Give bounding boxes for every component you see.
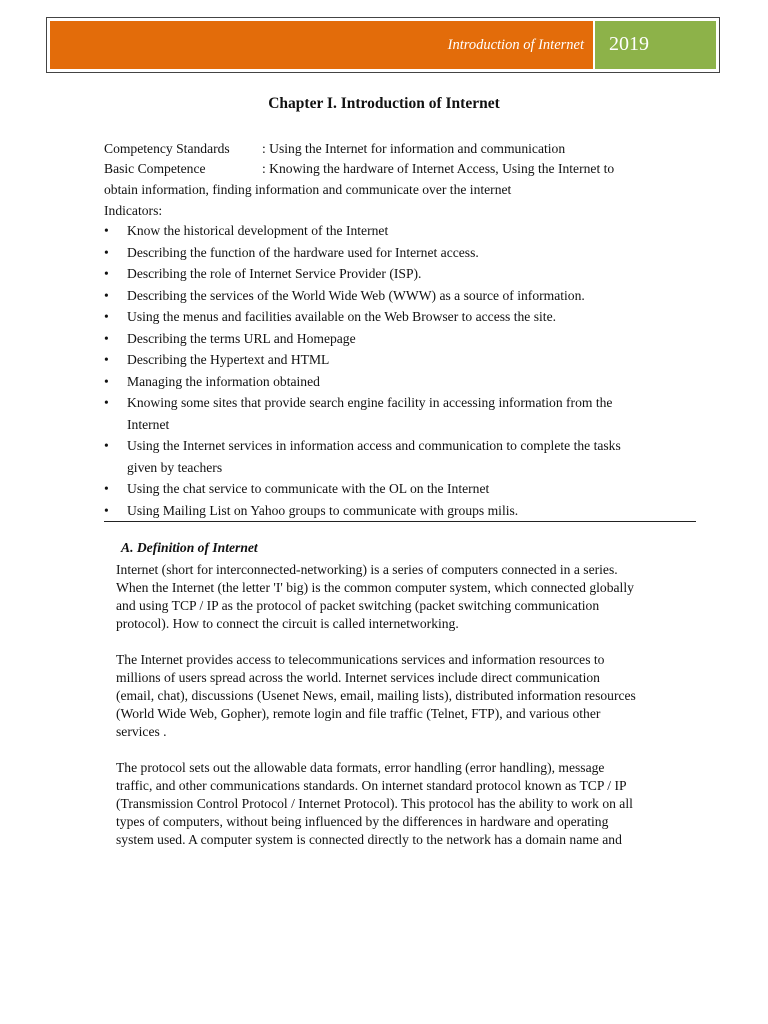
basic-competence-label: Basic Competence bbox=[104, 161, 206, 176]
paragraph-line: Internet (short for interconnected-networking) is a series of computers connected in a series. bbox=[116, 562, 618, 577]
header-year: 2019 bbox=[609, 33, 649, 55]
header-title-band bbox=[50, 21, 593, 69]
paragraph-line: When the Internet (the letter 'I' big) is the common computer system, which connected globally bbox=[116, 580, 634, 595]
bullet-icon: • bbox=[104, 223, 109, 238]
indicator-item bbox=[104, 500, 684, 522]
indicator-item bbox=[104, 328, 684, 350]
indicator-text: Describing the services of the World Wide Web (WWW) as a source of information. bbox=[127, 287, 585, 303]
indicator-text: Describing the role of Internet Service Provider (ISP). bbox=[127, 266, 422, 281]
basic-competence-continuation: obtain information, finding information and communicate over the internet bbox=[104, 182, 512, 197]
indicator-text: Describing the terms URL and Homepage bbox=[127, 330, 356, 346]
bullet-icon: • bbox=[104, 330, 109, 346]
paragraph-line: protocol). How to connect the circuit is called internetworking. bbox=[116, 616, 459, 631]
bullet-icon: • bbox=[104, 309, 109, 324]
paragraph-line: (Transmission Control Protocol / Internet Protocol). This protocol has the ability to work on all bbox=[116, 796, 633, 811]
indicator-text: Know the historical development of the Internet bbox=[127, 223, 389, 238]
bullet-icon: • bbox=[104, 395, 109, 410]
indicator-text: Using the Internet services in information access and communication to complete the tasks bbox=[127, 438, 621, 453]
paragraph-line: services . bbox=[116, 724, 167, 739]
section-divider bbox=[104, 521, 696, 522]
competency-value: : Using the Internet for information and communication bbox=[262, 141, 566, 156]
indicator-text: Describing the Hypertext and HTML bbox=[127, 352, 330, 367]
chapter-title: Chapter I. Introduction of Internet bbox=[268, 95, 500, 112]
indicator-item bbox=[104, 435, 684, 478]
paragraph-line: traffic, and other communications standards. On internet standard protocol known as TCP / IP bbox=[116, 778, 627, 793]
bullet-icon: • bbox=[104, 502, 109, 518]
competency-label: Competency Standards bbox=[104, 141, 230, 156]
paragraph-line: types of computers, without being influenced by the differences in hardware and operating bbox=[116, 814, 609, 829]
indicator-item bbox=[104, 220, 684, 242]
indicator-item bbox=[104, 349, 684, 371]
paragraph-line: The protocol sets out the allowable data formats, error handling (error handling), message bbox=[116, 760, 605, 775]
indicator-text: Internet bbox=[127, 416, 170, 432]
bullet-icon: • bbox=[104, 266, 109, 281]
indicator-text: Using the menus and facilities available on the Web Browser to access the site. bbox=[127, 309, 556, 324]
paragraph-line: (email, chat), discussions (Usenet News, email, mailing lists), distributed information resources bbox=[116, 688, 636, 703]
indicator-text: Describing the function of the hardware used for Internet access. bbox=[127, 244, 479, 260]
bullet-icon: • bbox=[104, 373, 109, 389]
section-body bbox=[116, 561, 696, 867]
paragraph-line: and using TCP / IP as the protocol of packet switching (packet switching communication bbox=[116, 598, 600, 613]
body-paragraph bbox=[116, 561, 696, 633]
paragraph-line: millions of users spread across the world. Internet services include direct communication bbox=[116, 670, 600, 685]
body-paragraph bbox=[116, 651, 696, 741]
indicator-text: Using the chat service to communicate with the OL on the Internet bbox=[127, 481, 490, 496]
indicator-text: Knowing some sites that provide search engine facility in accessing information from the bbox=[127, 395, 613, 410]
indicator-item bbox=[104, 285, 684, 307]
indicator-item bbox=[104, 306, 684, 328]
basic-competence-value: : Knowing the hardware of Internet Access, Using the Internet to bbox=[262, 161, 615, 176]
indicator-item bbox=[104, 392, 684, 435]
indicators-label: Indicators: bbox=[104, 203, 163, 218]
paragraph-line: The Internet provides access to telecommunications services and information resources to bbox=[116, 652, 605, 667]
bullet-icon: • bbox=[104, 438, 109, 453]
indicator-item bbox=[104, 371, 684, 393]
paragraph-line: system used. A computer system is connected directly to the network has a domain name and bbox=[116, 832, 622, 847]
paragraph-line: (World Wide Web, Gopher), remote login and file traffic (Telnet, FTP), and various other bbox=[116, 706, 601, 721]
section-heading: A. Definition of Internet bbox=[121, 540, 258, 555]
body-paragraph bbox=[116, 759, 696, 849]
indicator-text: Managing the information obtained bbox=[127, 373, 320, 389]
indicator-item bbox=[104, 478, 684, 500]
bullet-icon: • bbox=[104, 244, 109, 260]
header-title: Introduction of Internet bbox=[447, 37, 584, 53]
header-year-band bbox=[595, 21, 716, 69]
indicator-list bbox=[104, 220, 684, 521]
indicator-item bbox=[104, 263, 684, 285]
bullet-icon: • bbox=[104, 287, 109, 303]
indicator-text: Using Mailing List on Yahoo groups to communicate with groups milis. bbox=[127, 502, 519, 518]
indicator-text: given by teachers bbox=[127, 459, 223, 475]
bullet-icon: • bbox=[104, 481, 109, 496]
bullet-icon: • bbox=[104, 352, 109, 367]
indicator-item bbox=[104, 242, 684, 264]
